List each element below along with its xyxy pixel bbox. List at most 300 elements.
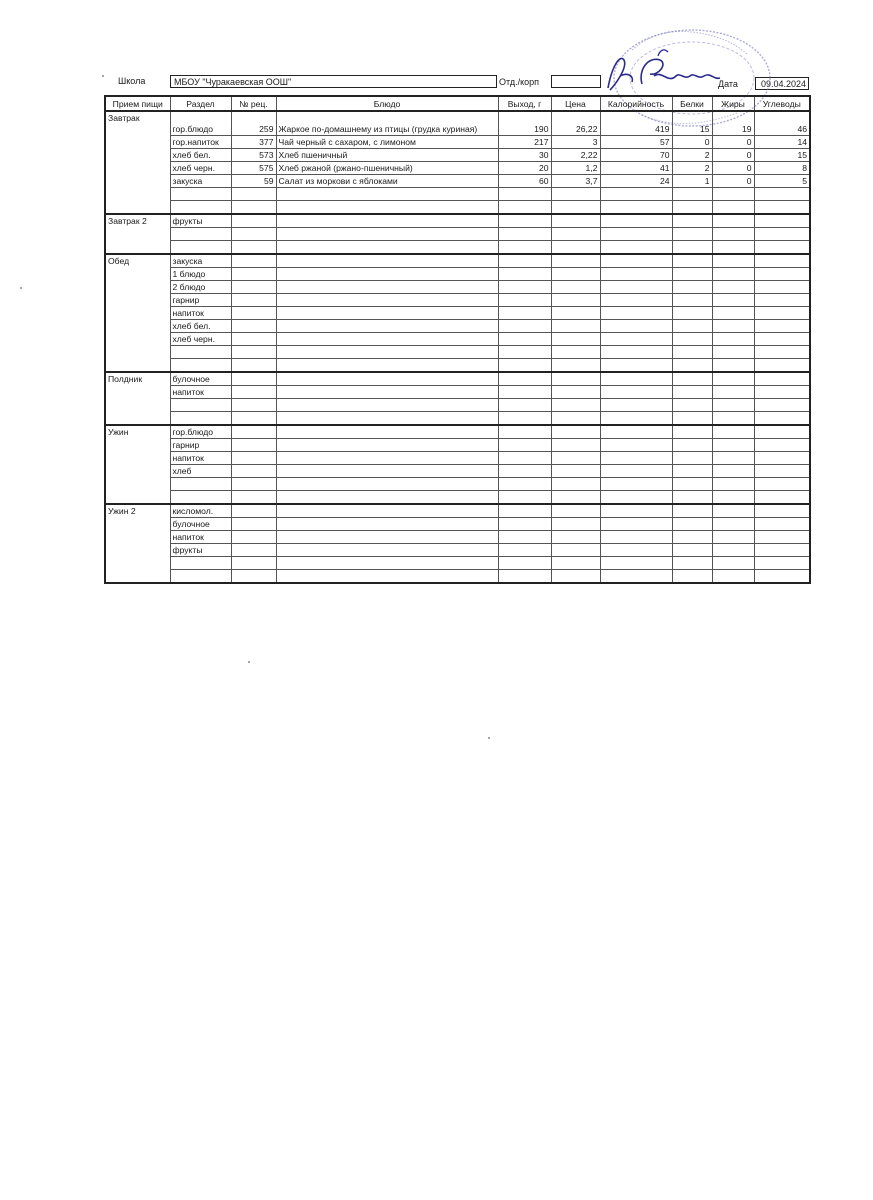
cell-yield xyxy=(498,398,551,411)
cell-protein xyxy=(672,306,712,319)
cell-kcal xyxy=(600,451,672,464)
cell-price: 26,22 xyxy=(551,111,600,135)
cell-rec xyxy=(231,425,276,439)
cell-price xyxy=(551,280,600,293)
cell-yield xyxy=(498,530,551,543)
cell-carbs xyxy=(754,200,810,214)
cell-rec xyxy=(231,477,276,490)
cell-section: хлеб xyxy=(170,464,231,477)
table-row xyxy=(105,187,810,200)
cell-carbs xyxy=(754,490,810,504)
meal-name: Завтрак 2 xyxy=(105,214,170,254)
table-row xyxy=(105,174,810,187)
meal-name: Полдник xyxy=(105,372,170,425)
cell-kcal xyxy=(600,543,672,556)
cell-section xyxy=(170,345,231,358)
cell-protein xyxy=(672,227,712,240)
cell-protein xyxy=(672,425,712,439)
table-row xyxy=(105,227,810,240)
table-row xyxy=(105,517,810,530)
table-row xyxy=(105,425,810,439)
cell-section xyxy=(170,411,231,425)
cell-carbs: 14 xyxy=(754,135,810,148)
table-row xyxy=(105,372,810,386)
cell-carbs xyxy=(754,280,810,293)
cell-protein xyxy=(672,267,712,280)
cell-protein xyxy=(672,490,712,504)
table-row xyxy=(105,280,810,293)
cell-yield xyxy=(498,477,551,490)
cell-yield xyxy=(498,490,551,504)
cell-fat xyxy=(712,411,754,425)
cell-fat xyxy=(712,214,754,228)
cell-dish xyxy=(276,398,498,411)
cell-kcal xyxy=(600,490,672,504)
cell-rec xyxy=(231,517,276,530)
cell-price xyxy=(551,543,600,556)
cell-price xyxy=(551,464,600,477)
cell-fat xyxy=(712,398,754,411)
cell-fat: 19 xyxy=(712,111,754,135)
cell-fat xyxy=(712,306,754,319)
cell-price xyxy=(551,240,600,254)
cell-dish xyxy=(276,280,498,293)
cell-yield xyxy=(498,569,551,583)
cell-price xyxy=(551,451,600,464)
cell-carbs xyxy=(754,517,810,530)
cell-yield xyxy=(498,543,551,556)
cell-price: 3 xyxy=(551,135,600,148)
cell-rec xyxy=(231,332,276,345)
cell-fat xyxy=(712,267,754,280)
table-row xyxy=(105,332,810,345)
cell-rec xyxy=(231,490,276,504)
table-row xyxy=(105,319,810,332)
column-header-row xyxy=(105,96,810,111)
cell-price xyxy=(551,556,600,569)
cell-rec xyxy=(231,411,276,425)
cell-protein xyxy=(672,464,712,477)
cell-carbs xyxy=(754,438,810,451)
cell-dish xyxy=(276,438,498,451)
cell-kcal xyxy=(600,227,672,240)
cell-carbs: 46 xyxy=(754,111,810,135)
table-row xyxy=(105,111,810,135)
cell-yield xyxy=(498,556,551,569)
cell-carbs xyxy=(754,385,810,398)
table-row xyxy=(105,306,810,319)
cell-carbs: 5 xyxy=(754,174,810,187)
cell-yield xyxy=(498,438,551,451)
cell-carbs xyxy=(754,332,810,345)
cell-dish xyxy=(276,267,498,280)
cell-dish xyxy=(276,358,498,372)
cell-section: хлеб бел. xyxy=(170,319,231,332)
cell-dish xyxy=(276,293,498,306)
date-label: Дата xyxy=(718,79,738,89)
cell-protein xyxy=(672,214,712,228)
cell-protein xyxy=(672,240,712,254)
cell-carbs xyxy=(754,254,810,268)
cell-carbs xyxy=(754,345,810,358)
cell-dish xyxy=(276,345,498,358)
cell-kcal: 41 xyxy=(600,161,672,174)
cell-carbs xyxy=(754,530,810,543)
cell-carbs xyxy=(754,306,810,319)
table-row xyxy=(105,530,810,543)
cell-rec xyxy=(231,464,276,477)
cell-kcal xyxy=(600,504,672,518)
table-row xyxy=(105,438,810,451)
table-row xyxy=(105,161,810,174)
cell-fat xyxy=(712,385,754,398)
cell-section xyxy=(170,227,231,240)
cell-price xyxy=(551,504,600,518)
cell-protein xyxy=(672,398,712,411)
cell-protein xyxy=(672,293,712,306)
cell-price xyxy=(551,358,600,372)
col-yield: Выход, г xyxy=(498,96,551,111)
cell-dish xyxy=(276,411,498,425)
cell-fat xyxy=(712,332,754,345)
cell-fat xyxy=(712,280,754,293)
table-row xyxy=(105,148,810,161)
cell-protein xyxy=(672,438,712,451)
cell-price xyxy=(551,398,600,411)
cell-yield xyxy=(498,187,551,200)
cell-price xyxy=(551,517,600,530)
col-recipe-no: № рец. xyxy=(231,96,276,111)
cell-carbs xyxy=(754,504,810,518)
cell-dish: Хлеб ржаной (ржано-пшеничный) xyxy=(276,161,498,174)
cell-protein: 1 xyxy=(672,174,712,187)
cell-section: напиток xyxy=(170,530,231,543)
cell-yield: 30 xyxy=(498,148,551,161)
table-row xyxy=(105,569,810,583)
cell-carbs xyxy=(754,214,810,228)
cell-section: закуска xyxy=(170,254,231,268)
cell-dish xyxy=(276,569,498,583)
cell-yield: 217 xyxy=(498,135,551,148)
cell-protein: 15 xyxy=(672,111,712,135)
cell-price xyxy=(551,200,600,214)
cell-rec xyxy=(231,385,276,398)
cell-kcal xyxy=(600,372,672,386)
cell-yield xyxy=(498,345,551,358)
cell-kcal xyxy=(600,358,672,372)
cell-fat xyxy=(712,504,754,518)
cell-protein xyxy=(672,530,712,543)
cell-carbs xyxy=(754,425,810,439)
cell-section xyxy=(170,556,231,569)
cell-yield xyxy=(498,358,551,372)
cell-kcal: 24 xyxy=(600,174,672,187)
cell-dish xyxy=(276,227,498,240)
cell-yield xyxy=(498,267,551,280)
cell-dish xyxy=(276,214,498,228)
cell-price xyxy=(551,411,600,425)
cell-kcal: 70 xyxy=(600,148,672,161)
cell-section: 2 блюдо xyxy=(170,280,231,293)
cell-fat xyxy=(712,543,754,556)
cell-yield: 190 xyxy=(498,111,551,135)
cell-dish: Жаркое по-домашнему из птицы (грудка куриная) xyxy=(276,111,498,135)
cell-rec xyxy=(231,438,276,451)
cell-section: булочное xyxy=(170,372,231,386)
cell-kcal xyxy=(600,556,672,569)
dept-label: Отд./корп xyxy=(499,77,539,87)
cell-section xyxy=(170,490,231,504)
school-label: Школа xyxy=(118,76,146,86)
cell-protein: 0 xyxy=(672,135,712,148)
cell-rec xyxy=(231,214,276,228)
cell-protein xyxy=(672,451,712,464)
cell-dish: Чай черный с сахаром, с лимоном xyxy=(276,135,498,148)
cell-yield xyxy=(498,385,551,398)
cell-rec xyxy=(231,543,276,556)
cell-kcal xyxy=(600,411,672,425)
cell-section: хлеб черн. xyxy=(170,332,231,345)
table-row xyxy=(105,556,810,569)
cell-dish xyxy=(276,556,498,569)
cell-protein xyxy=(672,517,712,530)
cell-price xyxy=(551,332,600,345)
table-row xyxy=(105,345,810,358)
table-row xyxy=(105,267,810,280)
cell-carbs xyxy=(754,477,810,490)
cell-section: гор.блюдо xyxy=(170,425,231,439)
cell-price xyxy=(551,214,600,228)
cell-fat xyxy=(712,187,754,200)
cell-fat xyxy=(712,372,754,386)
cell-carbs xyxy=(754,543,810,556)
meal-name: Ужин xyxy=(105,425,170,504)
cell-price xyxy=(551,385,600,398)
cell-rec xyxy=(231,280,276,293)
cell-kcal xyxy=(600,477,672,490)
table-row xyxy=(105,254,810,268)
cell-rec xyxy=(231,306,276,319)
cell-dish: Салат из моркови с яблоками xyxy=(276,174,498,187)
cell-yield xyxy=(498,464,551,477)
col-dish: Блюдо xyxy=(276,96,498,111)
cell-rec xyxy=(231,358,276,372)
cell-carbs: 15 xyxy=(754,148,810,161)
cell-kcal xyxy=(600,280,672,293)
cell-kcal xyxy=(600,332,672,345)
cell-protein xyxy=(672,477,712,490)
cell-protein xyxy=(672,319,712,332)
cell-protein: 2 xyxy=(672,161,712,174)
cell-section xyxy=(170,358,231,372)
cell-fat xyxy=(712,200,754,214)
cell-fat xyxy=(712,293,754,306)
scan-speck xyxy=(248,661,250,663)
table-row xyxy=(105,490,810,504)
cell-rec xyxy=(231,240,276,254)
cell-fat xyxy=(712,451,754,464)
cell-kcal: 57 xyxy=(600,135,672,148)
col-protein: Белки xyxy=(672,96,712,111)
col-calories: Калорийность xyxy=(600,96,672,111)
cell-fat xyxy=(712,477,754,490)
cell-yield xyxy=(498,306,551,319)
cell-protein xyxy=(672,556,712,569)
cell-dish xyxy=(276,425,498,439)
table-row xyxy=(105,200,810,214)
cell-protein xyxy=(672,187,712,200)
table-row xyxy=(105,411,810,425)
table-row xyxy=(105,135,810,148)
col-meal: Прием пищи xyxy=(105,96,170,111)
cell-yield: 60 xyxy=(498,174,551,187)
cell-kcal xyxy=(600,319,672,332)
cell-fat xyxy=(712,254,754,268)
cell-rec xyxy=(231,372,276,386)
meal-name: Ужин 2 xyxy=(105,504,170,583)
table-row xyxy=(105,543,810,556)
cell-price xyxy=(551,187,600,200)
cell-fat xyxy=(712,425,754,439)
cell-section: гор.напиток xyxy=(170,135,231,148)
table-row xyxy=(105,240,810,254)
cell-section: закуска xyxy=(170,174,231,187)
cell-protein xyxy=(672,411,712,425)
cell-rec: 573 xyxy=(231,148,276,161)
cell-carbs xyxy=(754,569,810,583)
cell-carbs xyxy=(754,556,810,569)
cell-rec: 575 xyxy=(231,161,276,174)
cell-fat xyxy=(712,556,754,569)
cell-kcal xyxy=(600,438,672,451)
cell-yield xyxy=(498,372,551,386)
meal-name: Завтрак xyxy=(105,111,170,214)
cell-carbs xyxy=(754,411,810,425)
cell-section: хлеб бел. xyxy=(170,148,231,161)
cell-yield xyxy=(498,240,551,254)
cell-protein xyxy=(672,543,712,556)
cell-section xyxy=(170,187,231,200)
cell-dish xyxy=(276,254,498,268)
scan-speck xyxy=(102,75,104,77)
cell-yield xyxy=(498,504,551,518)
cell-section: 1 блюдо xyxy=(170,267,231,280)
cell-carbs xyxy=(754,451,810,464)
cell-price xyxy=(551,425,600,439)
school-name-field: МБОУ "Чуракаевская ООШ" xyxy=(170,75,497,88)
cell-kcal xyxy=(600,345,672,358)
cell-dish xyxy=(276,306,498,319)
cell-protein: 2 xyxy=(672,148,712,161)
col-price: Цена xyxy=(551,96,600,111)
cell-kcal xyxy=(600,187,672,200)
cell-section xyxy=(170,569,231,583)
cell-rec xyxy=(231,530,276,543)
cell-carbs xyxy=(754,358,810,372)
cell-price xyxy=(551,438,600,451)
scan-speck xyxy=(20,287,22,289)
cell-kcal xyxy=(600,200,672,214)
cell-carbs xyxy=(754,227,810,240)
table-row xyxy=(105,293,810,306)
cell-dish xyxy=(276,240,498,254)
cell-protein xyxy=(672,280,712,293)
cell-fat xyxy=(712,569,754,583)
cell-fat xyxy=(712,240,754,254)
cell-section: кисломол. xyxy=(170,504,231,518)
cell-kcal xyxy=(600,530,672,543)
signature-icon xyxy=(598,46,728,96)
cell-rec xyxy=(231,569,276,583)
cell-fat xyxy=(712,490,754,504)
cell-yield xyxy=(498,319,551,332)
cell-fat xyxy=(712,517,754,530)
cell-dish xyxy=(276,385,498,398)
cell-carbs xyxy=(754,372,810,386)
cell-price xyxy=(551,319,600,332)
cell-section: хлеб черн. xyxy=(170,161,231,174)
cell-rec xyxy=(231,319,276,332)
table-row xyxy=(105,504,810,518)
menu-table xyxy=(104,95,811,584)
cell-kcal xyxy=(600,425,672,439)
cell-yield xyxy=(498,280,551,293)
cell-section: фрукты xyxy=(170,543,231,556)
cell-kcal xyxy=(600,398,672,411)
cell-section: напиток xyxy=(170,451,231,464)
cell-kcal xyxy=(600,517,672,530)
cell-dish xyxy=(276,464,498,477)
cell-dish xyxy=(276,517,498,530)
cell-yield xyxy=(498,293,551,306)
table-row xyxy=(105,214,810,228)
cell-section: гарнир xyxy=(170,293,231,306)
cell-protein xyxy=(672,385,712,398)
cell-protein xyxy=(672,345,712,358)
cell-dish xyxy=(276,504,498,518)
cell-price xyxy=(551,293,600,306)
cell-section xyxy=(170,398,231,411)
table-row xyxy=(105,464,810,477)
cell-price: 1,2 xyxy=(551,161,600,174)
cell-fat: 0 xyxy=(712,148,754,161)
cell-rec: 377 xyxy=(231,135,276,148)
cell-kcal: 419 xyxy=(600,111,672,135)
cell-price xyxy=(551,569,600,583)
cell-section: напиток xyxy=(170,385,231,398)
cell-rec xyxy=(231,451,276,464)
cell-section: булочное xyxy=(170,517,231,530)
cell-fat: 0 xyxy=(712,161,754,174)
table-row xyxy=(105,451,810,464)
meal-name: Обед xyxy=(105,254,170,372)
cell-price xyxy=(551,345,600,358)
cell-protein xyxy=(672,569,712,583)
cell-rec xyxy=(231,504,276,518)
cell-price xyxy=(551,372,600,386)
cell-carbs: 8 xyxy=(754,161,810,174)
cell-dish xyxy=(276,372,498,386)
cell-yield: 20 xyxy=(498,161,551,174)
cell-protein xyxy=(672,332,712,345)
cell-dish xyxy=(276,451,498,464)
cell-section: напиток xyxy=(170,306,231,319)
cell-rec xyxy=(231,345,276,358)
cell-kcal xyxy=(600,240,672,254)
cell-fat xyxy=(712,464,754,477)
cell-section: гор.блюдо xyxy=(170,111,231,135)
cell-yield xyxy=(498,451,551,464)
